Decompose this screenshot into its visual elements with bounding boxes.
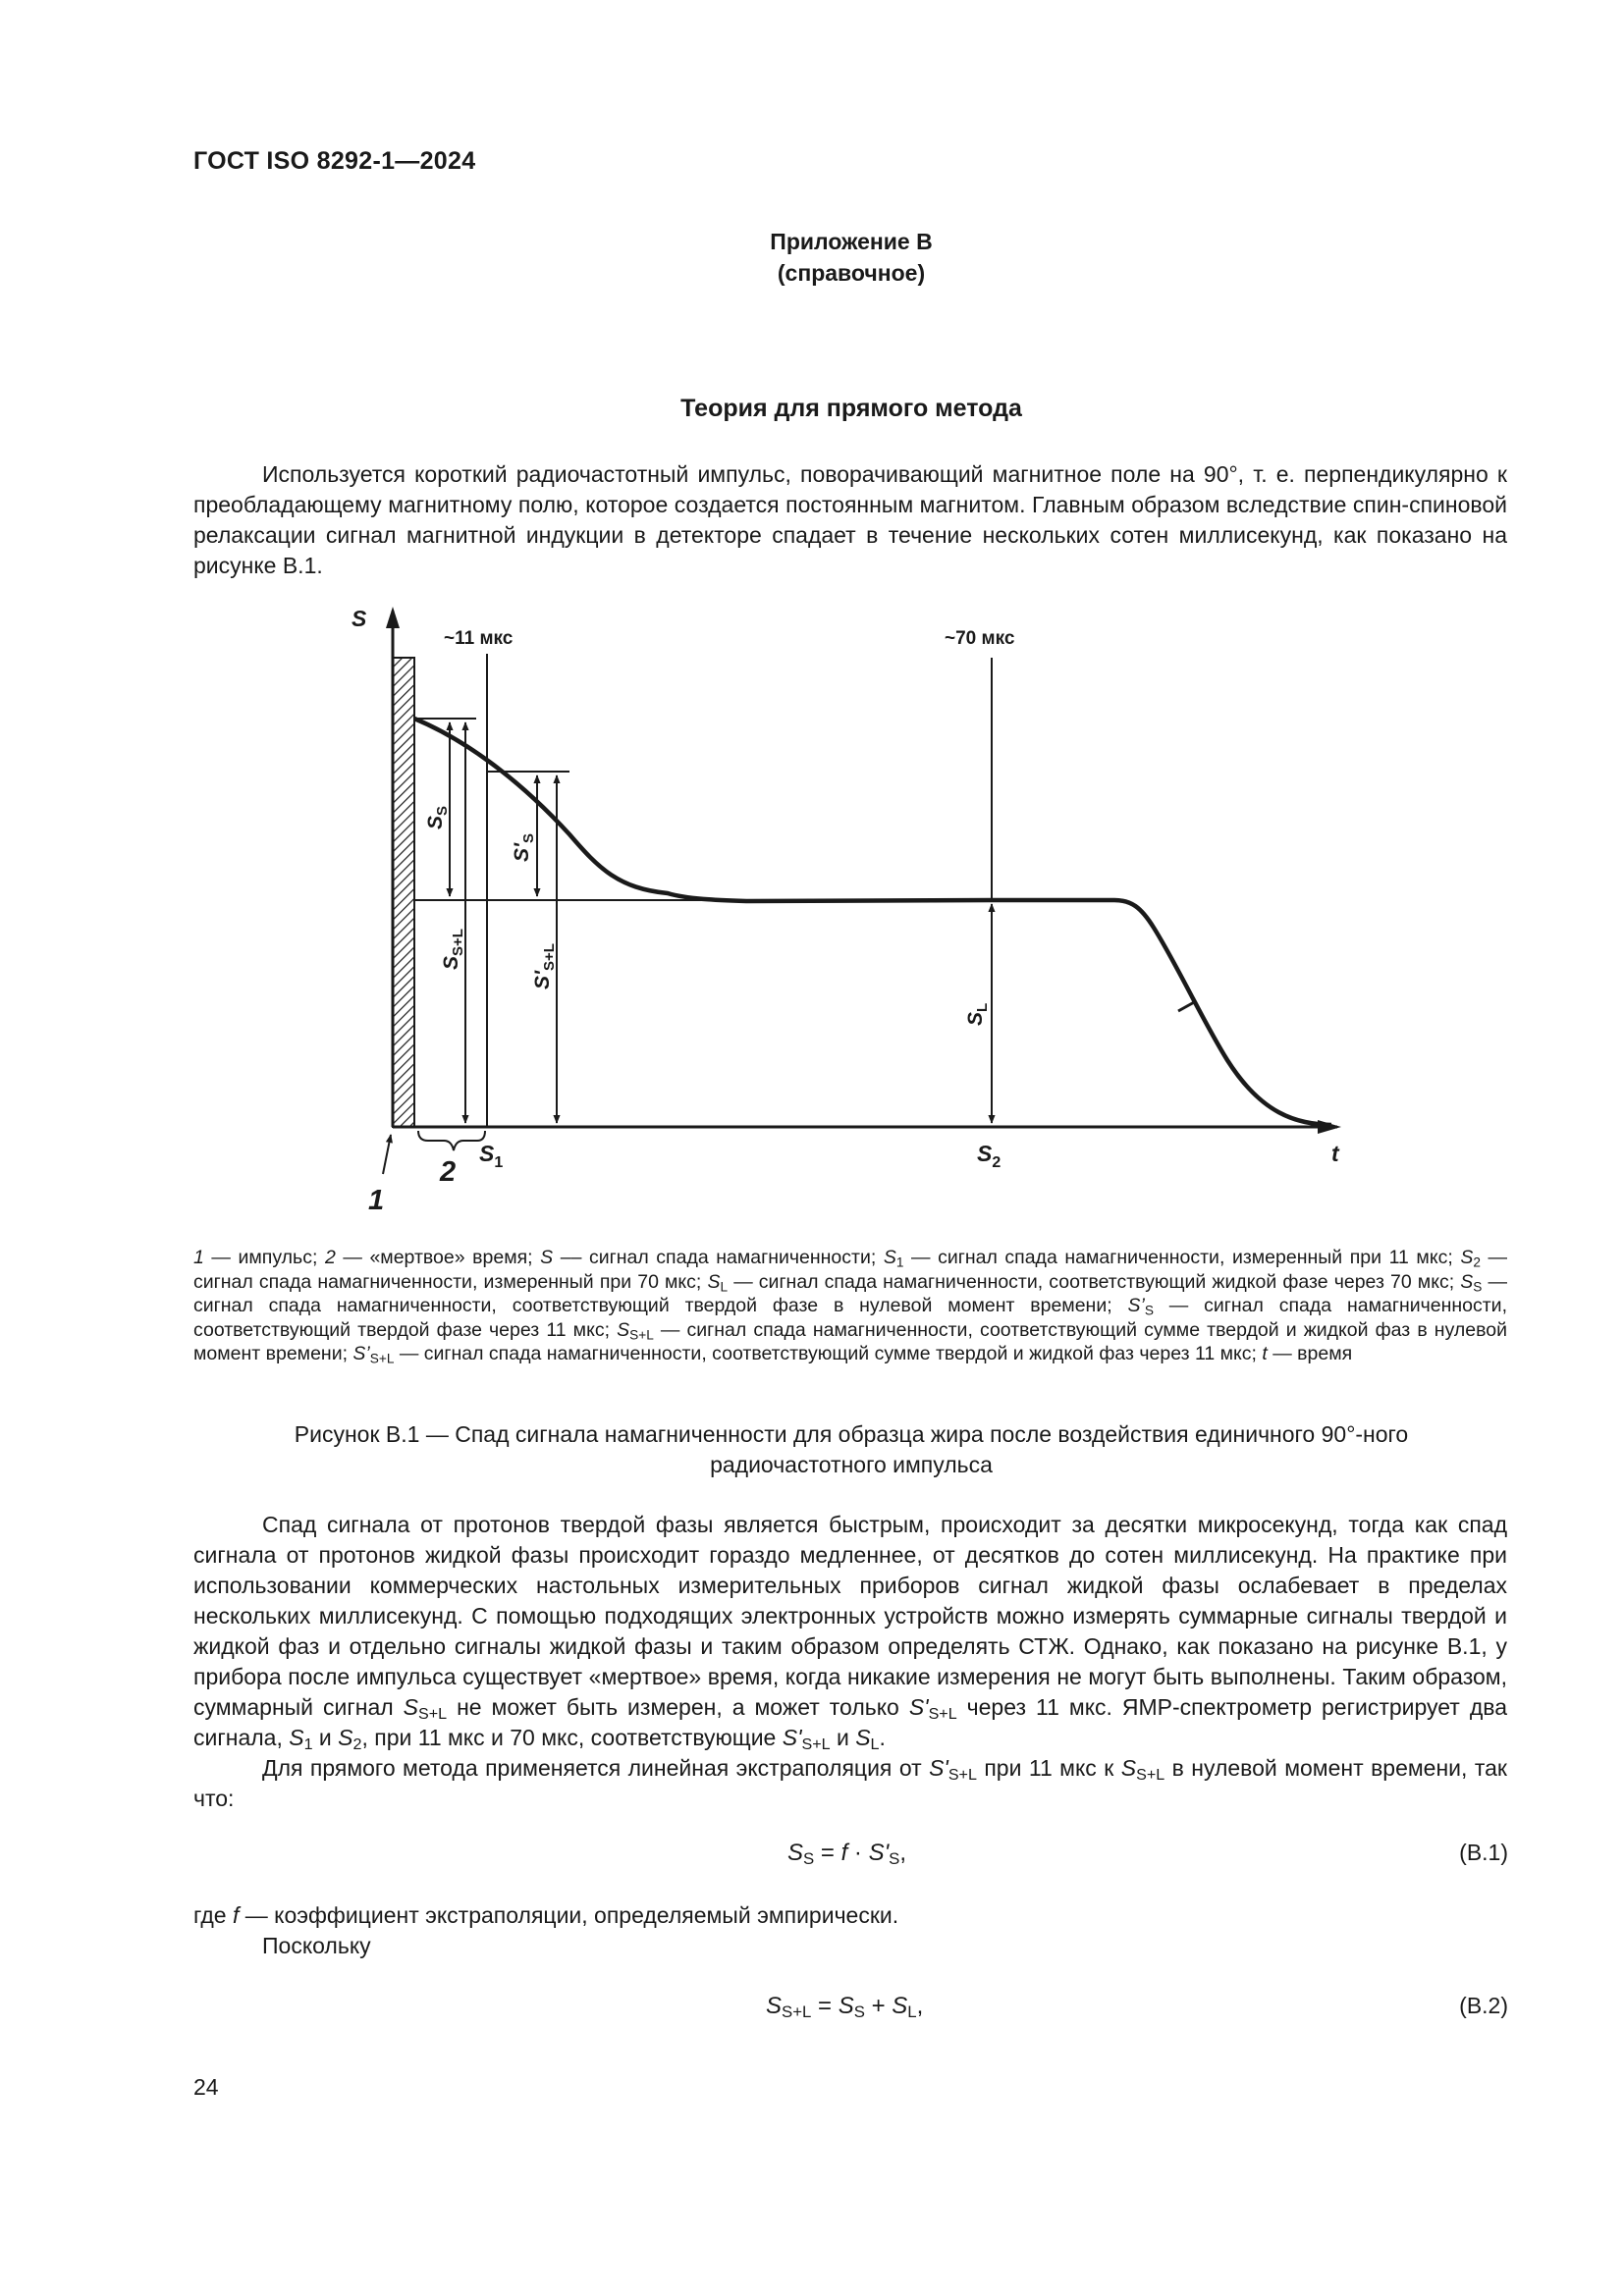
formula-b2-number: (B.2) — [1459, 1993, 1508, 2018]
document-header: ГОСТ ISO 8292-1—2024 — [193, 147, 476, 175]
figure-caption — [193, 1419, 1509, 1480]
label-s2: $S_2$ — [977, 1141, 1001, 1171]
figure-legend: 1 — импульс; 2 — «мертвое» время; S –– сигнал спада намагниченности; $S_1$ — сигнал спада намагниченности, измеренный при 11 мкс; $S_2$ — сигнал спада намагниченности, измеренный при 70 мкс; $S_L$ — сигнал спада намагниченности, соответствующий жидкой фазе через 70 мкс; $S_S$ — сигнал спада намагниченности, соответствующий твердой фазе в нулевой момент времени; $S’_S$ — сигнал спада намагниченности, соответствующий твердой фазе через 11 мкс; $S_{S+L}$ — сигнал спада намагниченности, соответствующий сумме твердой и жидкой фаз в нулевой момент времени; $S’_{S+L}$ — сигнал спада намагниченности, соответствующий сумме твердой и жидкой фаз через 11 мкс; t — время — [193, 1247, 1507, 1366]
pulse-number: 1 — [368, 1185, 385, 1216]
curve-tick — [1178, 1001, 1196, 1011]
where-line: где f — коэффициент экстраполяции, определяемый эмпирически. — [193, 1902, 899, 1928]
y-axis-label: S — [352, 606, 367, 631]
label-ss: $S_S$ — [424, 805, 451, 829]
since-line: Поскольку — [262, 1933, 371, 1958]
dead-time-number: 2 — [440, 1156, 457, 1188]
label-sl: $S_L$ — [964, 1002, 991, 1026]
section-title: Теория для прямого метода — [680, 395, 1022, 422]
label-s1: $S_1$ — [479, 1141, 504, 1171]
pulse-bar — [393, 658, 414, 1127]
label-sps: $S'_S$ — [511, 832, 537, 862]
method-paragraph: Для прямого метода применяется линейная экстраполяция от $S'_{S+L}$ при 11 мкс к $S_{S+L}$ в нулевой момент времени, так что: — [193, 1755, 1507, 1811]
pulse-pointer — [383, 1135, 391, 1174]
decay-curve — [414, 719, 1331, 1125]
dead-time-brace — [418, 1131, 485, 1150]
y-axis-arrow — [386, 607, 400, 628]
label-spsl: $S'_{S+L}$ — [531, 943, 558, 989]
intro-text: Используется короткий радиочастотный импульс, поворачивающий магнитное поле на 90°, т. е. перпендикулярно к преобладающему магнитному полю, которое создается постоянным магнитом. Главным образом вследствие спин-спиновой релаксации сигнал магнитной индукции в детекторе спадает в течение нескольких сотен миллисекунд, как показано на рисунке В.1. — [193, 461, 1507, 578]
appendix-title: Приложение В — [770, 229, 933, 254]
page-number: 24 — [193, 2074, 219, 2100]
formula-b1-number: (B.1) — [1459, 1840, 1508, 1865]
marker-70us-label: ~70 мкс — [945, 628, 1015, 649]
marker-11us-label: ~11 мкс — [444, 628, 514, 649]
formula-b1: $S_S = f \cdot S'_S$, — [787, 1840, 907, 1869]
formula-b2: $S_{S+L} = S_S + S_L$, — [766, 1993, 924, 2022]
x-axis-label: t — [1331, 1141, 1339, 1166]
body-paragraph: Спад сигнала от протонов твердой фазы является быстрым, происходит за десятки микросекунд, тогда как спад сигнала от протонов жидкой фазы происходит гораздо медленнее, от десятков до сотен миллисекунд. На практике при использовании коммерческих настольных измерительных приборов сигнал жидкой фазы ослабевает в пределах нескольких миллисекунд. С помощью подходящих электронных устройств можно измерять суммарные сигналы твердой и жидкой фаз и отдельно сигналы жидкой фазы и таким образом определять СТЖ. Однако, как показано на рисунке В.1, у прибора после импульса существует «мертвое» время, когда никакие измерения не могут быть выполнены. Таким образом, суммарный сигнал $S_{S+L}$ не может быть измерен, а может только $S'_{S+L}$ через 11 мкс. ЯМР-спектрометр регистрирует два сигнала, $S_1$ и $S_2$, при 11 мкс и 70 мкс, соответствующие $S'_{S+L}$ и $S_L$. — [193, 1512, 1507, 1754]
caption-line-1: Рисунок В.1 — Спад сигнала намагниченности для образца жира после воздействия единичного 90°-ного — [294, 1421, 1409, 1447]
label-ssl: $S_{S+L}$ — [440, 929, 466, 970]
caption-line-2: радиочастотного импульса — [710, 1452, 993, 1477]
appendix-subtitle: (справочное) — [777, 260, 926, 286]
